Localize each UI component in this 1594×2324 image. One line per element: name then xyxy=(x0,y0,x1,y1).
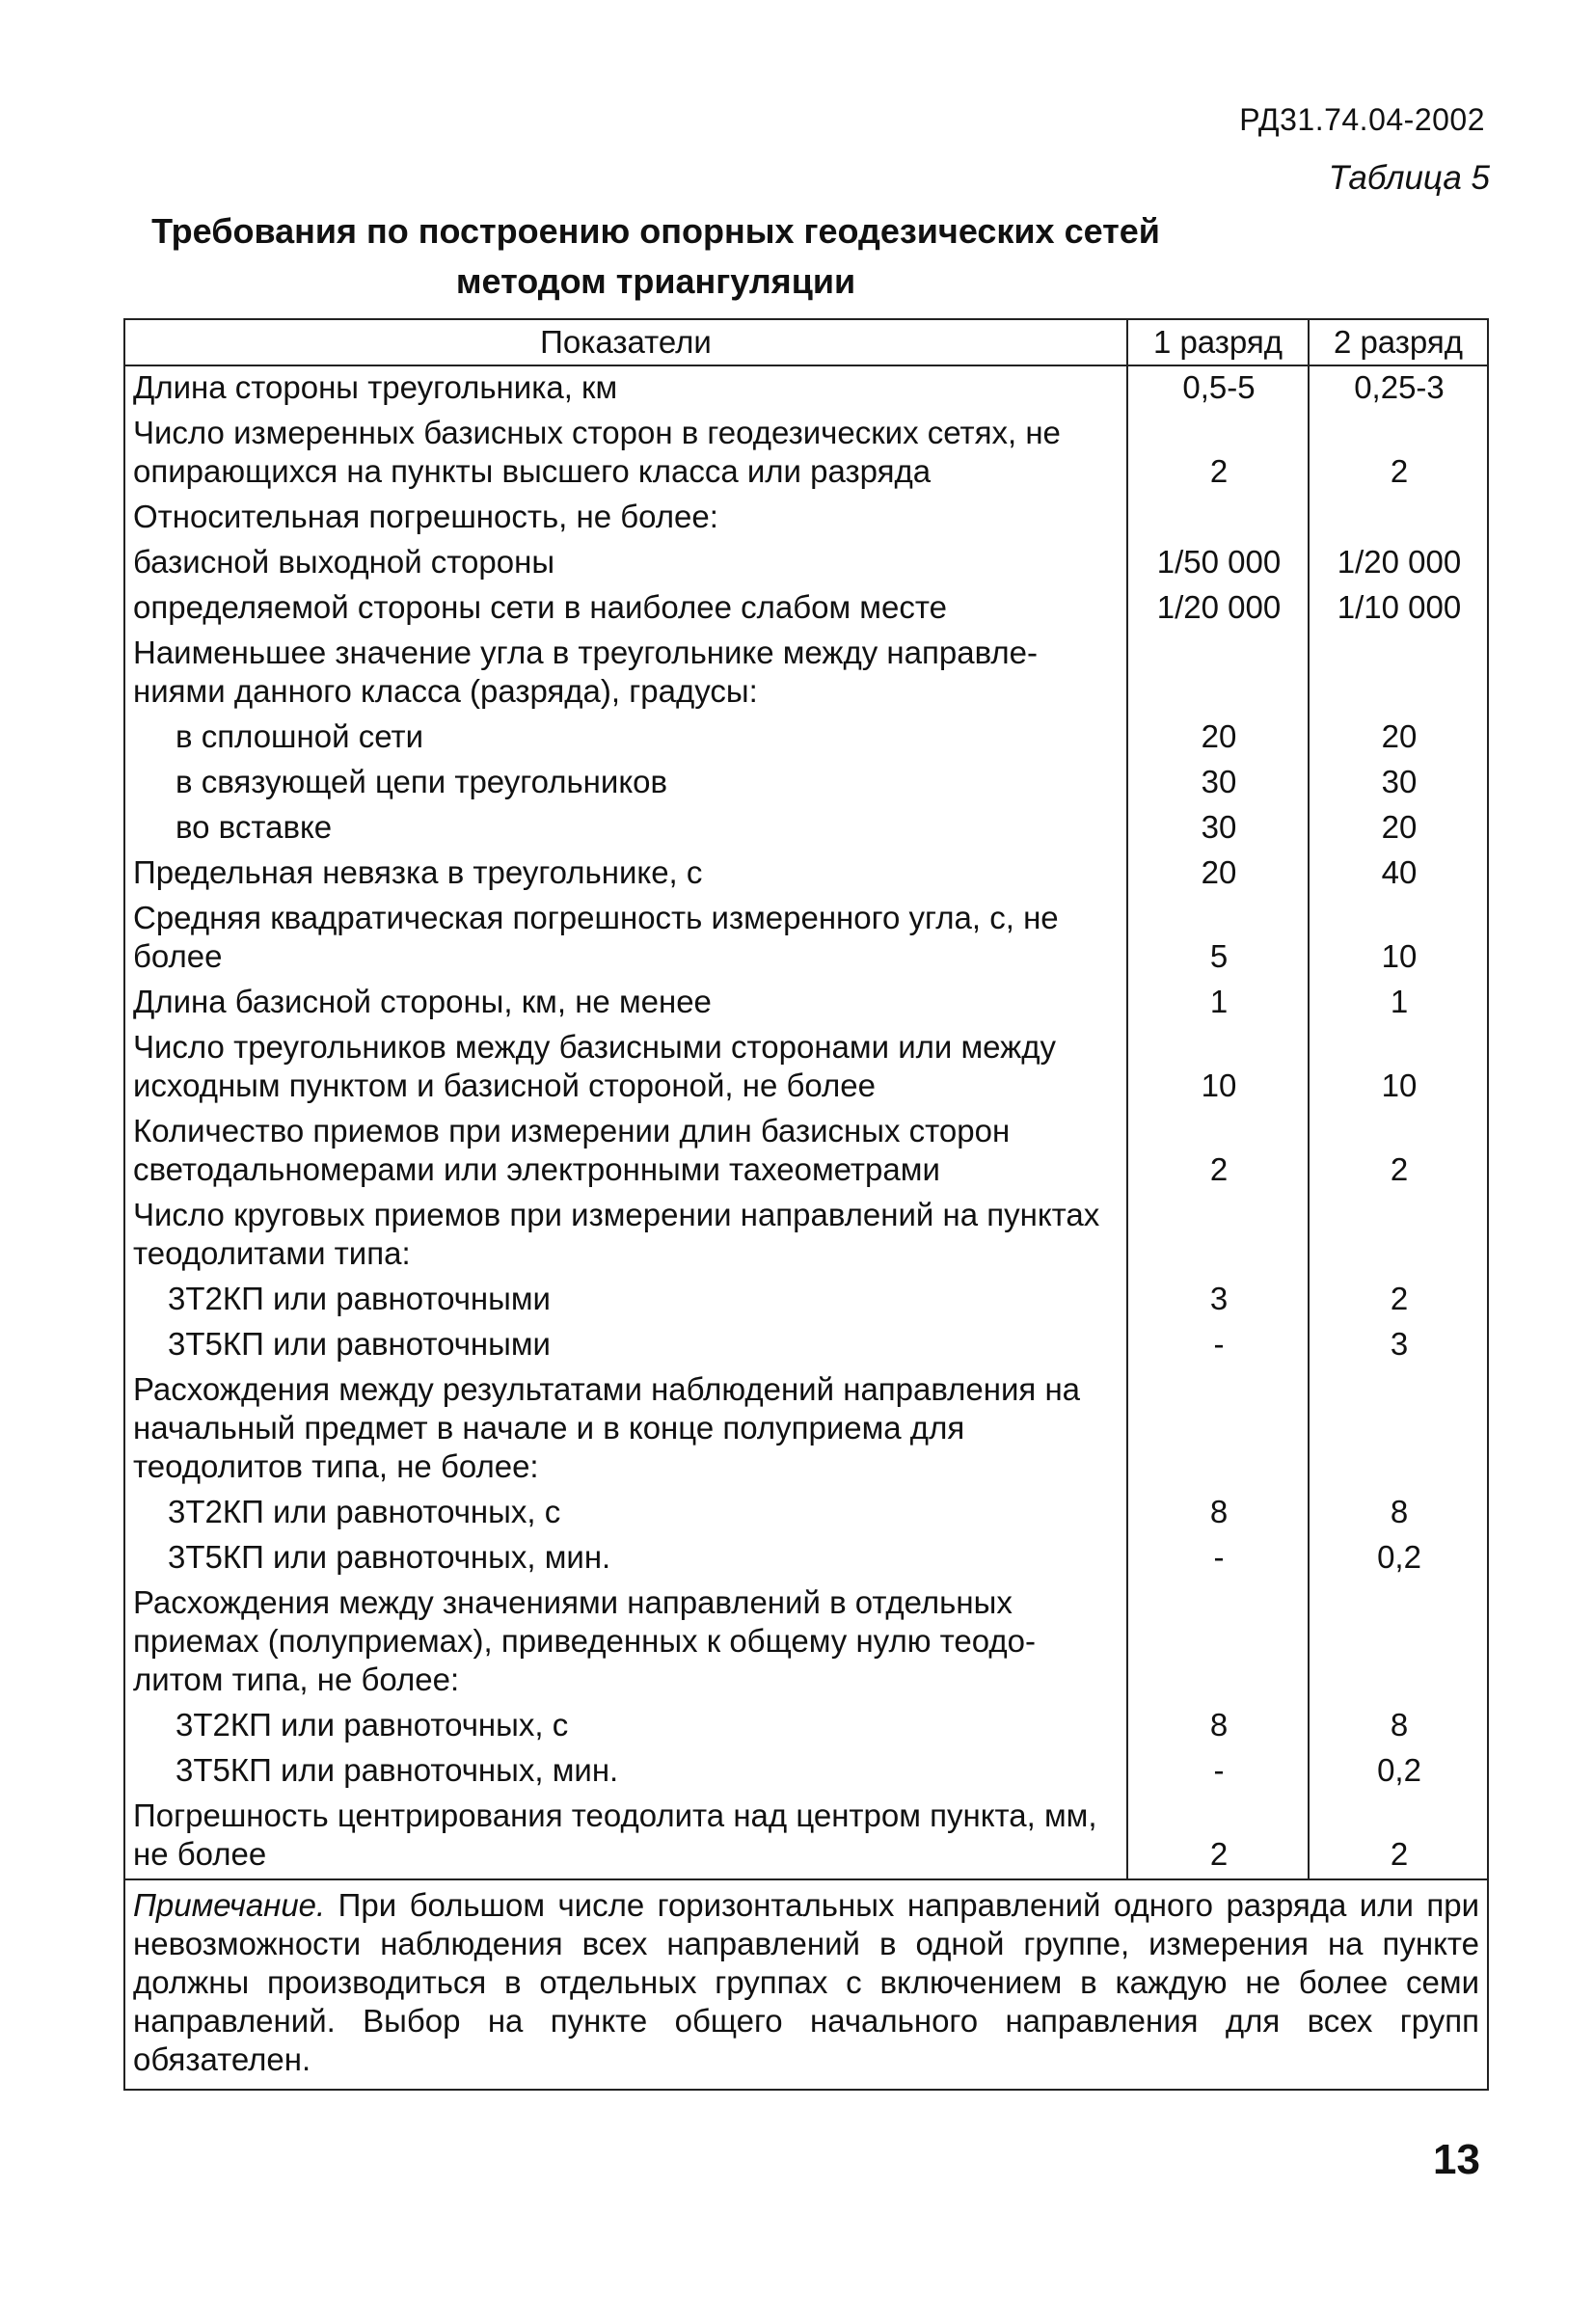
value-category-2: 2 xyxy=(1309,1278,1488,1323)
value-category-1 xyxy=(1127,632,1309,716)
value-category-2 xyxy=(1309,632,1488,716)
value-category-2: 30 xyxy=(1309,761,1488,806)
table-row xyxy=(124,981,1488,1026)
value-category-1: 3 xyxy=(1127,1278,1309,1323)
value-category-1: 2 xyxy=(1127,1795,1309,1879)
value-category-2: 1/10 000 xyxy=(1309,586,1488,632)
table-row xyxy=(124,632,1488,716)
row-label: Число треугольников между базисными сторонами или между исходным пунктом и базисной стороной, не более xyxy=(124,1026,1127,1110)
value-category-1 xyxy=(1127,1368,1309,1491)
requirements-table xyxy=(123,318,1489,2091)
table-row xyxy=(124,496,1488,541)
table-row xyxy=(124,716,1488,761)
column-header-category-1: 1 разряд xyxy=(1127,319,1309,365)
table-row xyxy=(124,1026,1488,1110)
value-category-1: 1 xyxy=(1127,981,1309,1026)
row-label: базисной выходной стороны xyxy=(124,541,1127,586)
table-row xyxy=(124,1581,1488,1704)
value-category-1: 30 xyxy=(1127,761,1309,806)
note-label: Примечание. xyxy=(133,1887,326,1923)
row-label: Длина базисной стороны, км, не менее xyxy=(124,981,1127,1026)
value-category-2: 20 xyxy=(1309,806,1488,851)
table-row xyxy=(124,761,1488,806)
row-label: 3Т5КП или равноточных, мин. xyxy=(124,1749,1127,1795)
row-label: 3Т2КП или равноточных, с xyxy=(124,1704,1127,1749)
table-note-row xyxy=(124,1879,1488,2090)
row-label: Расхождения между значениями направлений в отдельных приемах (полуприемах), приведенных к общему нулю теодо-литом типа, не более: xyxy=(124,1581,1127,1704)
row-label: Относительная погрешность, не более: xyxy=(124,496,1127,541)
table-note xyxy=(124,1879,1488,2090)
column-header-category-2: 2 разряд xyxy=(1309,319,1488,365)
value-category-1: 8 xyxy=(1127,1704,1309,1749)
value-category-2 xyxy=(1309,1194,1488,1278)
value-category-2: 0,2 xyxy=(1309,1536,1488,1581)
value-category-1: - xyxy=(1127,1323,1309,1368)
value-category-2: 10 xyxy=(1309,1026,1488,1110)
note-text: При большом числе горизонтальных направлений одного разряда или при невозможности наблюдения всех направлений в одной группе, измерения на пункте должны производиться в отдельных группах с включением в каждую не более семи направлений. Выбор на пункте общего начального направления для всех групп обязателен. xyxy=(133,1887,1479,2077)
row-label: Расхождения между результатами наблюдений направления на начальный предмет в начале и в конце полуприема для теодолитов типа, не более: xyxy=(124,1368,1127,1491)
row-label: 3Т5КП или равноточными xyxy=(124,1323,1127,1368)
value-category-1: 0,5-5 xyxy=(1127,365,1309,412)
value-category-2: 0,2 xyxy=(1309,1749,1488,1795)
value-category-1: 20 xyxy=(1127,716,1309,761)
value-category-2 xyxy=(1309,496,1488,541)
row-label: Наименьшее значение угла в треугольнике между направле-ниями данного класса (разряда), градусы: xyxy=(124,632,1127,716)
value-category-2: 1/20 000 xyxy=(1309,541,1488,586)
value-category-1: 2 xyxy=(1127,412,1309,496)
table-row xyxy=(124,806,1488,851)
table-row xyxy=(124,1323,1488,1368)
table-title: Требования по построению опорных геодезических сетей методом триангуляции xyxy=(151,211,1160,301)
document-code: РД31.74.04-2002 xyxy=(1239,102,1485,137)
value-category-2: 8 xyxy=(1309,1704,1488,1749)
value-category-2 xyxy=(1309,1581,1488,1704)
value-category-1: 8 xyxy=(1127,1491,1309,1536)
value-category-2: 40 xyxy=(1309,851,1488,897)
table-row xyxy=(124,541,1488,586)
table-row xyxy=(124,1110,1488,1194)
value-category-1: 20 xyxy=(1127,851,1309,897)
table-row xyxy=(124,365,1488,412)
value-category-1: 5 xyxy=(1127,897,1309,981)
table-row xyxy=(124,1795,1488,1879)
value-category-2: 20 xyxy=(1309,716,1488,761)
table-row xyxy=(124,586,1488,632)
value-category-2: 1 xyxy=(1309,981,1488,1026)
row-label: 3Т5КП или равноточных, мин. xyxy=(124,1536,1127,1581)
table-row xyxy=(124,1278,1488,1323)
value-category-2: 2 xyxy=(1309,1110,1488,1194)
value-category-2: 2 xyxy=(1309,412,1488,496)
value-category-1 xyxy=(1127,496,1309,541)
table-label: Таблица 5 xyxy=(1328,159,1490,197)
table-row xyxy=(124,897,1488,981)
value-category-1: 30 xyxy=(1127,806,1309,851)
column-header-indicators: Показатели xyxy=(124,319,1127,365)
value-category-2: 2 xyxy=(1309,1795,1488,1879)
page-number: 13 xyxy=(1433,2136,1480,2183)
table-row xyxy=(124,851,1488,897)
table-header-row xyxy=(124,319,1488,365)
row-label: в сплошной сети xyxy=(124,716,1127,761)
value-category-1: - xyxy=(1127,1536,1309,1581)
table-row xyxy=(124,1368,1488,1491)
row-label: Погрешность центрирования теодолита над центром пункта, мм, не более xyxy=(124,1795,1127,1879)
row-label: 3Т2КП или равноточными xyxy=(124,1278,1127,1323)
value-category-2: 0,25-3 xyxy=(1309,365,1488,412)
value-category-2: 10 xyxy=(1309,897,1488,981)
row-label: Количество приемов при измерении длин базисных сторон светодальномерами или электронными тахеометрами xyxy=(124,1110,1127,1194)
row-label: Средняя квадратическая погрешность измеренного угла, с, не более xyxy=(124,897,1127,981)
value-category-1: 10 xyxy=(1127,1026,1309,1110)
table-row xyxy=(124,412,1488,496)
row-label: 3Т2КП или равноточных, с xyxy=(124,1491,1127,1536)
value-category-2 xyxy=(1309,1368,1488,1491)
value-category-2: 3 xyxy=(1309,1323,1488,1368)
row-label: Число измеренных базисных сторон в геодезических сетях, не опирающихся на пункты высшего класса или разряда xyxy=(124,412,1127,496)
row-label: Предельная невязка в треугольнике, с xyxy=(124,851,1127,897)
table-row xyxy=(124,1704,1488,1749)
table-row xyxy=(124,1491,1488,1536)
table-row xyxy=(124,1194,1488,1278)
value-category-1: 1/20 000 xyxy=(1127,586,1309,632)
value-category-1: - xyxy=(1127,1749,1309,1795)
value-category-2: 8 xyxy=(1309,1491,1488,1536)
table-row xyxy=(124,1536,1488,1581)
value-category-1 xyxy=(1127,1194,1309,1278)
row-label: Длина стороны треугольника, км xyxy=(124,365,1127,412)
row-label: во вставке xyxy=(124,806,1127,851)
value-category-1: 2 xyxy=(1127,1110,1309,1194)
row-label: определяемой стороны сети в наиболее слабом месте xyxy=(124,586,1127,632)
value-category-1: 1/50 000 xyxy=(1127,541,1309,586)
row-label: Число круговых приемов при измерении направлений на пунктах теодолитами типа: xyxy=(124,1194,1127,1278)
table-row xyxy=(124,1749,1488,1795)
row-label: в связующей цепи треугольников xyxy=(124,761,1127,806)
value-category-1 xyxy=(1127,1581,1309,1704)
